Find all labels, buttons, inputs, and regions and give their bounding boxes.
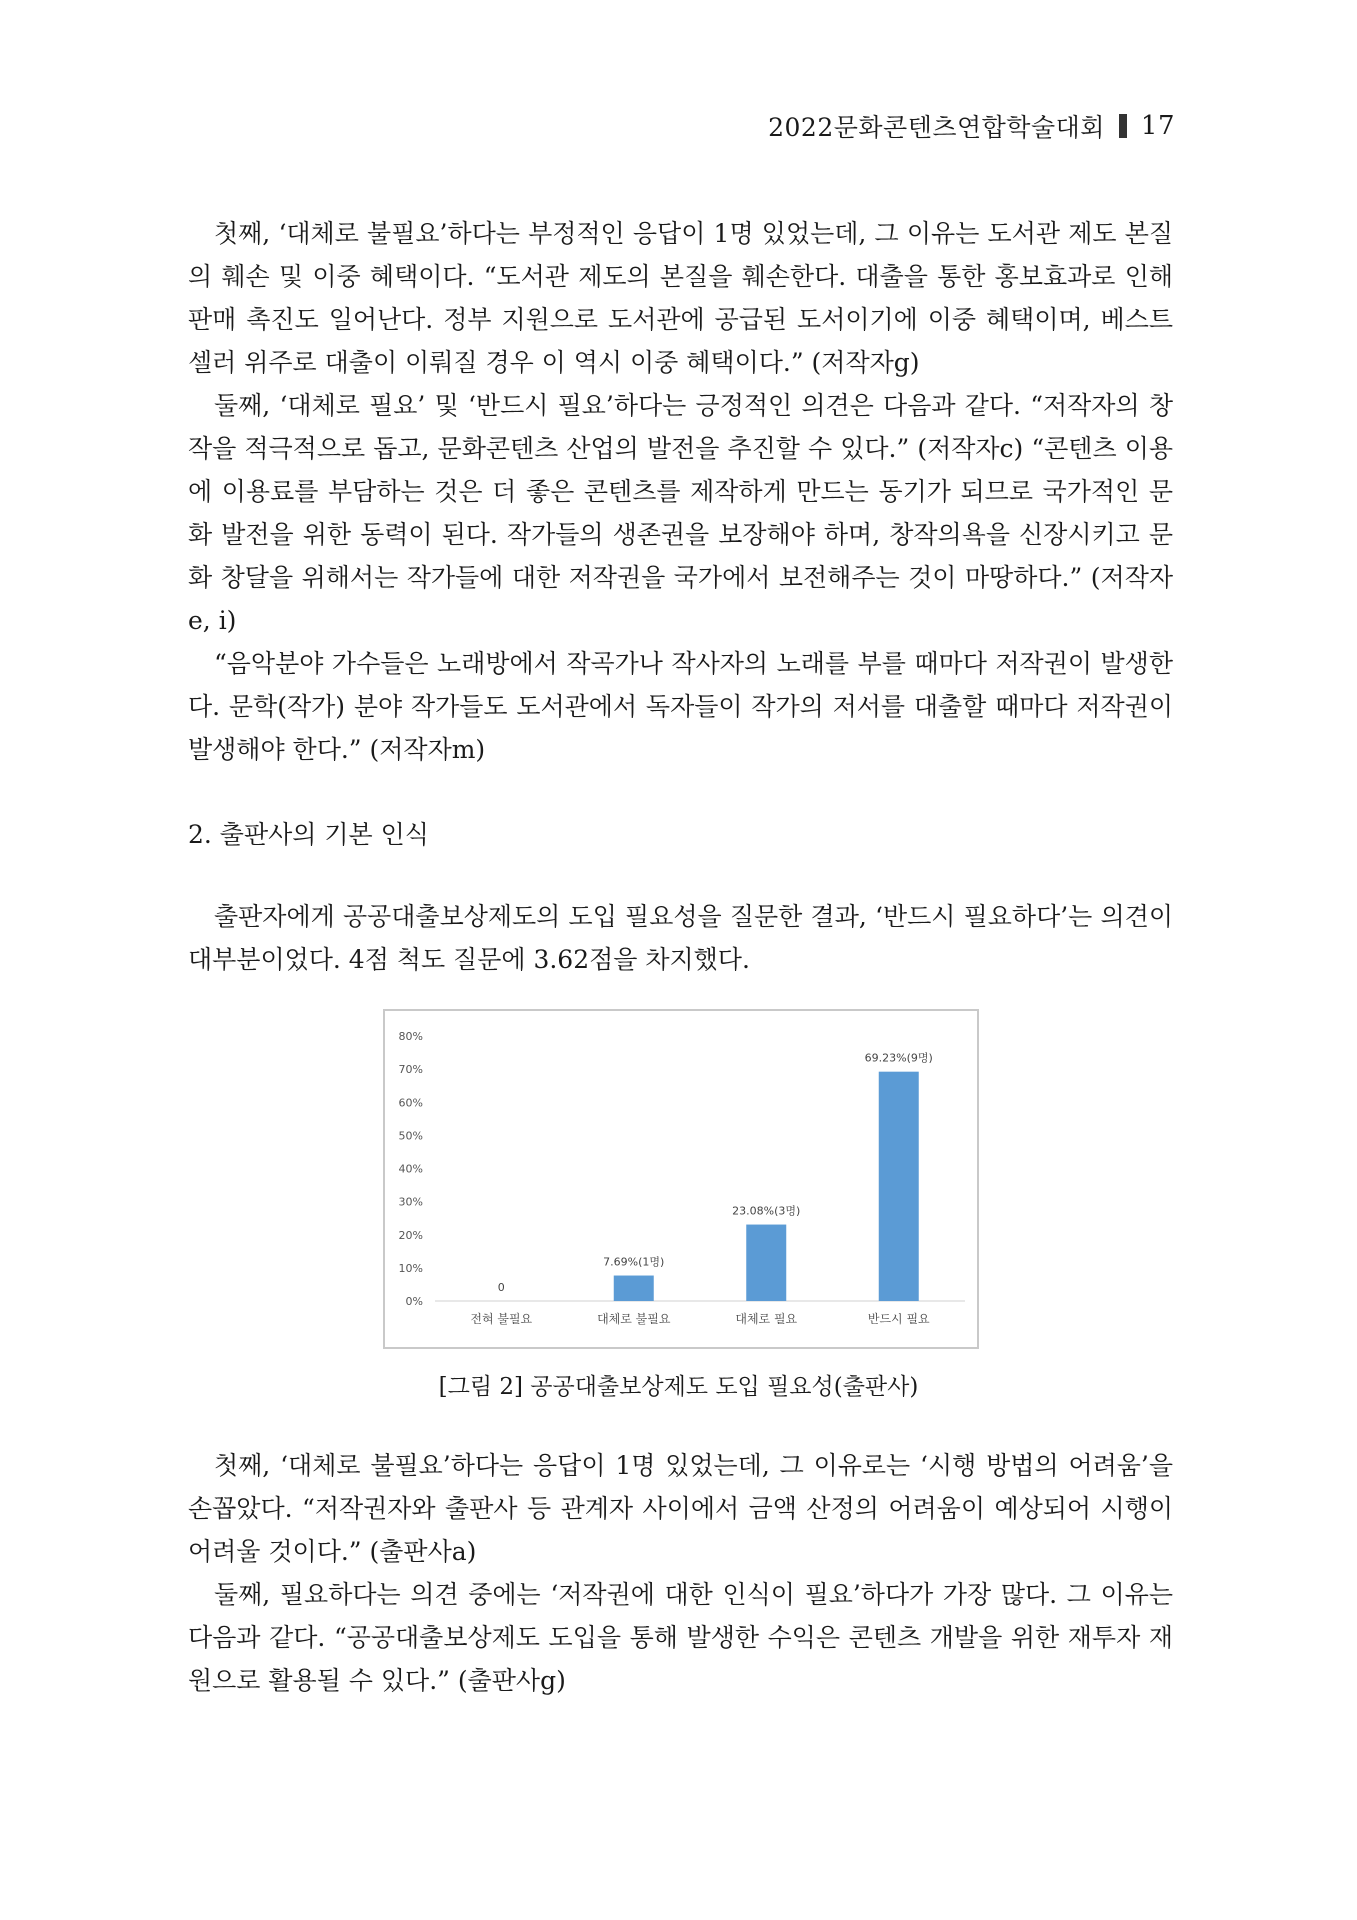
data-label: 0 <box>497 1281 505 1294</box>
y-tick-label: 30% <box>398 1195 423 1209</box>
page-number: 17 <box>1140 111 1175 141</box>
y-tick-label: 0% <box>405 1295 423 1308</box>
y-tick-label: 60% <box>398 1096 423 1110</box>
y-tick-label: 70% <box>398 1063 423 1077</box>
header-separator <box>1119 114 1127 138</box>
y-tick-label: 50% <box>398 1129 423 1143</box>
y-tick-label: 10% <box>398 1261 423 1275</box>
body-bottom <box>188 1444 1173 1702</box>
y-tick-label: 20% <box>398 1228 423 1242</box>
y-tick-label: 40% <box>398 1162 423 1176</box>
x-tick-label: 전혀 불필요 <box>470 1312 533 1326</box>
paragraph: 둘째, ‘대체로 필요’ 및 ‘반드시 필요’하다는 긍정적인 의견은 다음과 같다. “저작자의 창작을 적극적으로 돕고, 문화콘텐츠 산업의 발전을 추진할 수 있다.” (저작자c) “콘텐츠 이용에 이용료를 부담하는 것은 더 좋은 콘텐츠를 제작하게 만드는 동기가 되므로 국가적인 문화 발전을 위한 동력이 된다. 작가들의 생존권을 보장해야 하며, 창작의욕을 신장시키고 문화 창달을 위해서는 작가들에 대한 저작권을 국가에서 보전해주는 것이 마땅하다.” (저작자e, i) <box>188 391 1173 635</box>
y-tick-label: 80% <box>398 1030 423 1043</box>
paragraph: 첫째, ‘대체로 불필요’하다는 응답이 1명 있었는데, 그 이유로는 ‘시행 방법의 어려움’을 손꼽았다. “저작권자와 출판사 등 관계자 사이에서 금액 산정의 어려움이 예상되어 시행이 어려울 것이다.” (출판사a) <box>188 1451 1173 1566</box>
figure-chart <box>383 1009 979 1349</box>
running-header <box>768 108 1175 144</box>
data-label: 7.69%(1명) <box>603 1255 665 1269</box>
body-top <box>188 212 1173 981</box>
paragraph: “음악분야 가수들은 노래방에서 작곡가나 작사자의 노래를 부를 때마다 저작권이 발생한다. 문학(작가) 분야 작가들도 도서관에서 독자들이 작가의 저서를 대출할 때마다 저작권이 발생해야 한다.” (저작자m) <box>188 649 1173 764</box>
data-label: 23.08%(3명) <box>732 1204 801 1218</box>
section-title: 2. 출판사의 기본 인식 <box>188 820 429 849</box>
bar <box>879 1072 919 1301</box>
paragraph: 둘째, 필요하다는 의견 중에는 ‘저작권에 대한 인식이 필요’하다가 가장 많다. 그 이유는 다음과 같다. “공공대출보상제도 도입을 통해 발생한 수익은 콘텐츠 개발을 위한 재투자 재원으로 활용될 수 있다.” (출판사g) <box>188 1580 1173 1695</box>
x-tick-label: 반드시 필요 <box>867 1312 930 1326</box>
data-label: 69.23%(9명) <box>864 1051 933 1065</box>
x-tick-label: 대체로 불필요 <box>597 1312 671 1326</box>
bar <box>614 1276 654 1301</box>
paragraph: 첫째, ‘대체로 불필요’하다는 부정적인 응답이 1명 있었는데, 그 이유는 도서관 제도 본질의 훼손 및 이중 혜택이다. “도서관 제도의 본질을 훼손한다. 대출을 통한 홍보효과로 인해 판매 촉진도 일어난다. 정부 지원으로 도서관에 공급된 도서이기에 이중 혜택이며, 베스트셀러 위주로 대출이 이뤄질 경우 이 역시 이중 혜택이다.” (저작자g) <box>188 219 1173 377</box>
figure-caption: [그림 2] 공공대출보상제도 도입 필요성(출판사) <box>438 1374 919 1400</box>
bar-chart <box>385 1011 977 1347</box>
x-tick-label: 대체로 필요 <box>735 1312 798 1326</box>
paragraph: 출판자에게 공공대출보상제도의 도입 필요성을 질문한 결과, ‘반드시 필요하다’는 의견이 대부분이었다. 4점 척도 질문에 3.62점을 차지했다. <box>188 902 1173 974</box>
bar <box>746 1225 786 1301</box>
header-title: 2022문화콘텐츠연합학술대회 <box>768 113 1105 142</box>
